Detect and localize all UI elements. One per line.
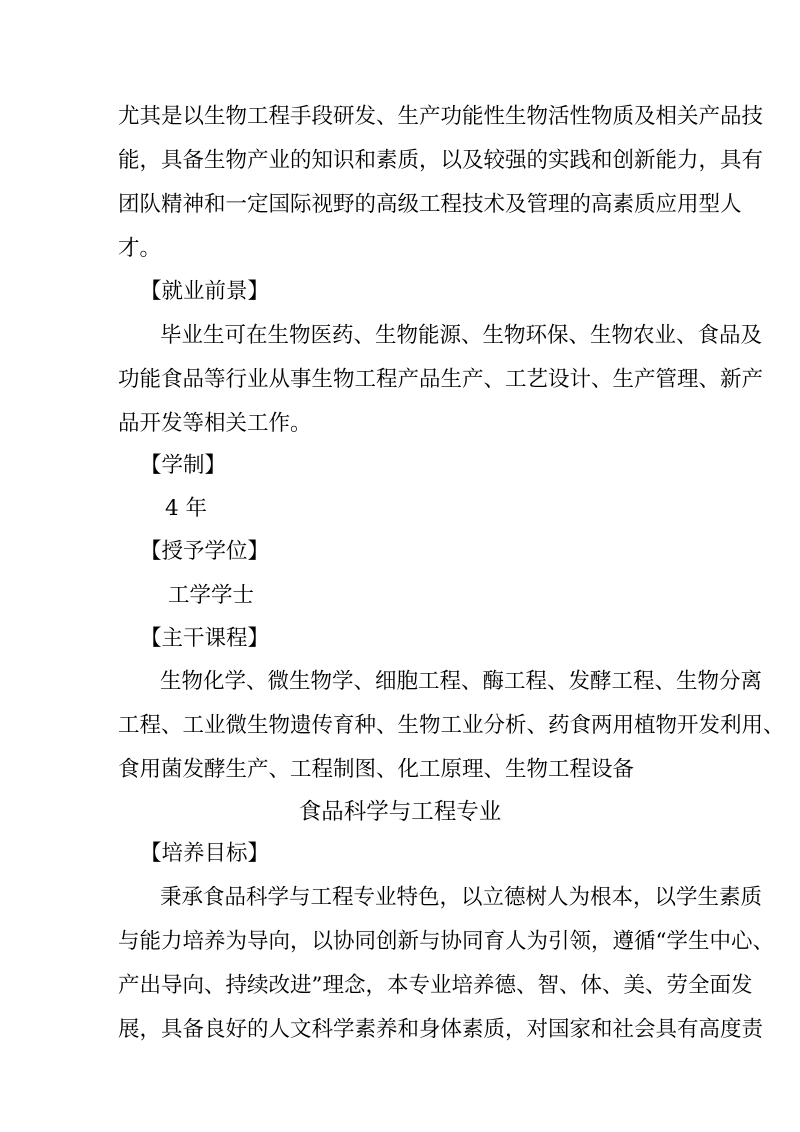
paragraph-line: 能，具备生物产业的知识和素质，以及较强的实践和创新能力，具有	[118, 148, 764, 173]
paragraph-line: 毕业生可在生物医药、生物能源、生物环保、生物农业、食品及	[160, 323, 763, 348]
duration-value: 4 年	[165, 496, 208, 521]
paragraph-line: 展，具备良好的人文科学素养和身体素质，对国家和社会具有高度责	[118, 1017, 764, 1042]
degree-heading: 【授予学位】	[140, 539, 270, 564]
paragraph-line: 品开发等相关工作。	[118, 411, 312, 436]
goal-heading: 【培养目标】	[140, 841, 270, 866]
paragraph-line: 工程、工业微生物遗传育种、生物工业分析、药食两用植物开发利用、	[118, 713, 785, 738]
duration-heading: 【学制】	[140, 453, 227, 478]
employment-heading: 【就业前景】	[140, 279, 270, 304]
paragraph-line: 食用菌发酵生产、工程制图、化工原理、生物工程设备	[118, 757, 635, 782]
paragraph-line: 秉承食品科学与工程专业特色，以立德树人为根本，以学生素质	[160, 885, 763, 910]
paragraph-line: 尤其是以生物工程手段研发、生产功能性生物活性物质及相关产品技	[118, 104, 764, 129]
paragraph-line: 与能力培养为导向，以协同创新与协同育人为引领，遵循“学生中心、	[118, 929, 774, 954]
paragraph-line: 团队精神和一定国际视野的高级工程技术及管理的高素质应用型人	[118, 192, 742, 217]
paragraph-line: 功能食品等行业从事生物工程产品生产、工艺设计、生产管理、新产	[118, 367, 764, 392]
degree-value: 工学学士	[168, 583, 255, 608]
section-title: 食品科学与工程专业	[298, 799, 502, 825]
courses-heading: 【主干课程】	[140, 626, 270, 651]
paragraph-line: 才。	[118, 236, 162, 261]
paragraph-line: 生物化学、微生物学、细胞工程、酶工程、发酵工程、生物分离	[160, 669, 763, 694]
paragraph-line: 产出导向、持续改进”理念，本专业培养德、智、体、美、劳全面发	[118, 973, 753, 998]
